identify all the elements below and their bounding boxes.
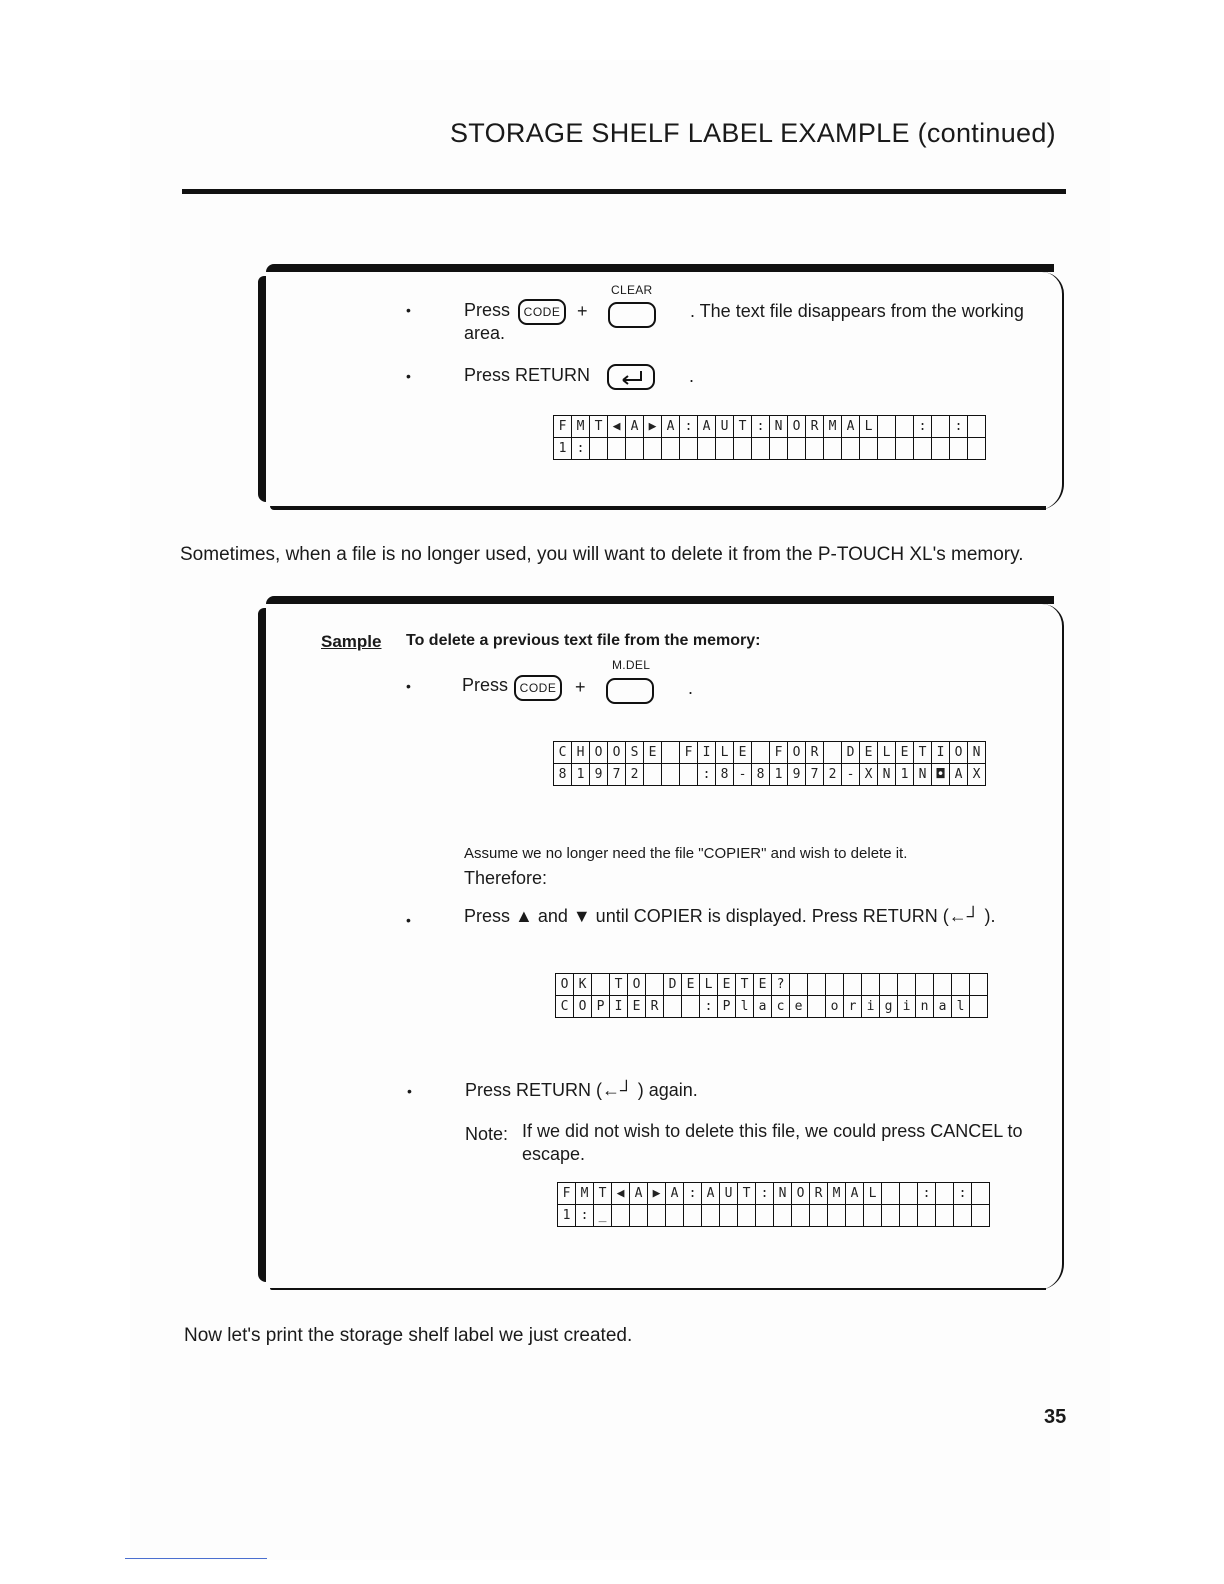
lcd-cell: A [626,416,644,438]
lcd-cell: n [916,996,934,1018]
lcd-cell [662,438,680,460]
lcd-cell: i [898,996,916,1018]
lcd-cell: I [610,996,628,1018]
clear-key-label: CLEAR [611,283,653,297]
lcd-cell: H [572,742,590,764]
lcd-cell: 1 [770,764,788,786]
lcd-cell [752,438,770,460]
code-key: CODE [514,675,562,701]
lcd-cell [916,974,934,996]
lcd-cell: l [952,996,970,1018]
lcd-cell: O [556,974,574,996]
note-text-cont: escape. [522,1144,586,1164]
lcd-cell: U [716,416,734,438]
lcd-cell: C [556,996,574,1018]
bullet: • [406,678,411,694]
frame-top [266,596,1054,604]
frame-left [258,608,266,1282]
lcd-cell [684,1205,702,1227]
code-key: CODE [518,299,566,325]
select-step: Press ▲ and ▼ until COPIER is displayed. Press RETURN (←┘ ). [464,906,996,926]
lcd-cell [914,438,932,460]
lcd-cell: E [860,742,878,764]
press-return-label: Press RETURN [464,365,591,385]
lcd-cell [752,742,770,764]
title-rule [182,189,1066,194]
lcd-cell: 1 [558,1205,576,1227]
lcd-cell [918,1205,936,1227]
bullet: • [406,368,411,384]
step-press-label: Press [462,675,509,695]
lcd-cell [790,974,808,996]
lcd-cell: P [592,996,610,1018]
lcd-cell [788,438,806,460]
lcd-cell [936,1205,954,1227]
lcd-cell: T [594,1183,612,1205]
lcd-cell: A [662,416,680,438]
lcd-cell: A [950,764,968,786]
lcd-cell: : [756,1183,774,1205]
lcd-cell: : [684,1183,702,1205]
step-press-label: Press [464,300,511,320]
lcd-cell [864,1205,882,1227]
lcd-cell [698,438,716,460]
lcd-cell: ◀ [612,1183,630,1205]
lcd-cell: I [698,742,716,764]
lcd-cell: I [932,742,950,764]
return-arrow-icon [617,369,647,387]
lcd-cell: a [934,996,952,1018]
lcd-cell: M [828,1183,846,1205]
lcd-cell: ◘ [932,764,950,786]
lcd-cell [842,438,860,460]
lcd-cell: A [702,1183,720,1205]
lcd-cell: : [954,1183,972,1205]
lcd-cell [846,1205,864,1227]
lcd-cell: : [680,416,698,438]
lcd-cell [662,764,680,786]
lcd-cell: ? [772,974,790,996]
intro-paragraph: Sometimes, when a file is no longer used, you will want to delete it from the P-TOUCH XL's memory. [180,544,1024,565]
lcd-cell: O [574,996,592,1018]
lcd-cell [900,1205,918,1227]
lcd-cell: A [842,416,860,438]
lcd-display-final [557,1182,990,1227]
plus-sign: + [577,301,588,321]
lcd-cell [862,974,880,996]
lcd-cell: M [576,1183,594,1205]
period: . [689,366,695,386]
step-description: . The text file disappears from the working [690,301,1024,321]
lcd-cell [952,974,970,996]
lcd-cell: F [680,742,698,764]
therefore-line: Therefore: [464,868,548,888]
mdel-key [606,678,654,704]
sample-label: Sample [321,632,382,651]
lcd-cell: - [842,764,860,786]
lcd-cell: L [860,416,878,438]
lcd-cell: _ [594,1205,612,1227]
lcd-cell: E [644,742,662,764]
lcd-cell [680,764,698,786]
lcd-display-confirm [555,973,988,1018]
lcd-cell [898,974,916,996]
lcd-cell: F [770,742,788,764]
lcd-cell: 1 [896,764,914,786]
lcd-cell: ▶ [644,416,662,438]
lcd-cell: 7 [806,764,824,786]
lcd-cell: A [630,1183,648,1205]
lcd-cell [900,1183,918,1205]
lcd-cell: S [626,742,644,764]
clear-key [608,302,656,328]
lcd-cell: A [666,1183,684,1205]
period: . [688,678,694,698]
lcd-cell [972,1183,990,1205]
lcd-cell: X [968,764,986,786]
lcd-cell: T [736,974,754,996]
lcd-cell [950,438,968,460]
lcd-cell [808,974,826,996]
closing-paragraph: Now let's print the storage shelf label we just created. [184,1325,633,1346]
lcd-cell [954,1205,972,1227]
lcd-cell [934,974,952,996]
lcd-cell: 8 [752,764,770,786]
lcd-cell: X [860,764,878,786]
lcd-cell: E [896,742,914,764]
lcd-cell [936,1183,954,1205]
lcd-cell: : [572,438,590,460]
lcd-cell: i [862,996,880,1018]
bullet: • [407,1083,412,1099]
lcd-cell [972,1205,990,1227]
lcd-cell [646,974,664,996]
lcd-cell [608,438,626,460]
page-number: 35 [1044,1406,1067,1428]
lcd-cell [896,416,914,438]
frame-left [258,276,266,502]
lcd-cell: 2 [824,764,842,786]
page-title: STORAGE SHELF LABEL EXAMPLE (continued) [450,118,1056,148]
lcd-cell: E [734,742,752,764]
lcd-cell: N [968,742,986,764]
lcd-cell: T [734,416,752,438]
frame-bottom [270,1288,1046,1290]
lcd-cell [590,438,608,460]
lcd-cell [626,438,644,460]
lcd-cell: 8 [716,764,734,786]
lcd-cell [648,1205,666,1227]
frame-right [1038,272,1064,510]
lcd-cell [968,438,986,460]
lcd-cell: D [842,742,860,764]
lcd-cell [702,1205,720,1227]
lcd-cell: P [718,996,736,1018]
lcd-cell: : [700,996,718,1018]
lcd-cell [896,438,914,460]
lcd-cell: N [774,1183,792,1205]
lcd-cell: T [738,1183,756,1205]
lcd-cell: L [716,742,734,764]
lcd-cell [680,438,698,460]
lcd-cell [682,996,700,1018]
lcd-cell [878,438,896,460]
lcd-cell: A [846,1183,864,1205]
lcd-cell [612,1205,630,1227]
lcd-cell: 9 [590,764,608,786]
lcd-cell: M [572,416,590,438]
lcd-cell [970,996,988,1018]
lcd-cell: R [806,742,824,764]
lcd-cell [968,416,986,438]
lcd-cell: O [950,742,968,764]
lcd-cell [664,996,682,1018]
lcd-cell [662,742,680,764]
lcd-cell [882,1205,900,1227]
lcd-cell: A [698,416,716,438]
frame-right [1038,604,1064,1290]
lcd-cell: e [790,996,808,1018]
lcd-cell [716,438,734,460]
lcd-cell: T [610,974,628,996]
lcd-cell [630,1205,648,1227]
plus-sign: + [575,677,586,697]
lcd-cell: C [554,742,572,764]
lcd-cell [756,1205,774,1227]
lcd-display [553,415,986,460]
lcd-cell: : [752,416,770,438]
frame-bottom [270,506,1046,510]
lcd-cell [774,1205,792,1227]
lcd-cell [878,416,896,438]
lcd-cell: O [608,742,626,764]
lcd-cell: - [734,764,752,786]
lcd-cell [860,438,878,460]
lcd-cell: K [574,974,592,996]
lcd-cell: 7 [608,764,626,786]
note-label: Note: [465,1124,509,1144]
lcd-cell: c [772,996,790,1018]
lcd-cell: E [718,974,736,996]
frame-top [266,264,1054,272]
lcd-cell [824,742,842,764]
lcd-cell [970,974,988,996]
lcd-cell: 8 [554,764,572,786]
lcd-cell [882,1183,900,1205]
lcd-cell: : [576,1205,594,1227]
lcd-cell: ▶ [648,1183,666,1205]
lcd-cell [810,1205,828,1227]
lcd-cell [720,1205,738,1227]
lcd-cell: O [628,974,646,996]
lcd-cell: N [878,764,896,786]
lcd-cell: R [806,416,824,438]
lcd-cell: F [558,1183,576,1205]
lcd-cell [770,438,788,460]
lcd-cell: g [880,996,898,1018]
lcd-cell [828,1205,846,1227]
lcd-cell: N [914,764,932,786]
lcd-cell: 1 [554,438,572,460]
lcd-cell [792,1205,810,1227]
lcd-cell: : [950,416,968,438]
lcd-cell: : [918,1183,936,1205]
lcd-cell [806,438,824,460]
lcd-cell: : [914,416,932,438]
assume-line: Assume we no longer need the file "COPIER" and wish to delete it. [464,845,908,862]
lcd-cell [592,974,610,996]
lcd-cell [644,438,662,460]
lcd-cell: l [736,996,754,1018]
lcd-cell: E [628,996,646,1018]
footer-line [125,1558,267,1559]
lcd-cell [880,974,898,996]
lcd-display-choose [553,741,986,786]
lcd-cell: 9 [788,764,806,786]
lcd-cell [666,1205,684,1227]
lcd-cell [644,764,662,786]
lcd-cell: M [824,416,842,438]
lcd-cell: E [682,974,700,996]
lcd-cell [738,1205,756,1227]
lcd-cell: L [864,1183,882,1205]
lcd-cell: R [810,1183,828,1205]
lcd-cell: a [754,996,772,1018]
lcd-cell [734,438,752,460]
lcd-cell: O [788,742,806,764]
lcd-cell: F [554,416,572,438]
mdel-key-label: M.DEL [612,658,651,672]
lcd-cell [824,438,842,460]
return-again-step: Press RETURN (←┘ ) again. [465,1080,698,1100]
lcd-cell [826,974,844,996]
sample-heading: To delete a previous text file from the memory: [406,632,761,649]
lcd-cell: T [914,742,932,764]
lcd-cell: : [698,764,716,786]
lcd-cell [808,996,826,1018]
bullet: • [406,302,411,318]
note-text: If we did not wish to delete this file, we could press CANCEL to [522,1121,1023,1141]
lcd-cell: U [720,1183,738,1205]
return-key [607,364,655,390]
lcd-cell: 1 [572,764,590,786]
lcd-cell: O [792,1183,810,1205]
lcd-cell: T [590,416,608,438]
lcd-cell: r [844,996,862,1018]
bullet: • [406,912,411,928]
lcd-cell [932,416,950,438]
lcd-cell: L [878,742,896,764]
lcd-cell: ◀ [608,416,626,438]
lcd-cell [844,974,862,996]
lcd-cell: E [754,974,772,996]
lcd-cell: O [788,416,806,438]
step-description-cont: area. [464,323,506,343]
lcd-cell: o [826,996,844,1018]
lcd-cell [932,438,950,460]
lcd-cell: 2 [626,764,644,786]
lcd-cell: D [664,974,682,996]
lcd-cell: L [700,974,718,996]
lcd-cell: N [770,416,788,438]
lcd-cell: R [646,996,664,1018]
lcd-cell: O [590,742,608,764]
